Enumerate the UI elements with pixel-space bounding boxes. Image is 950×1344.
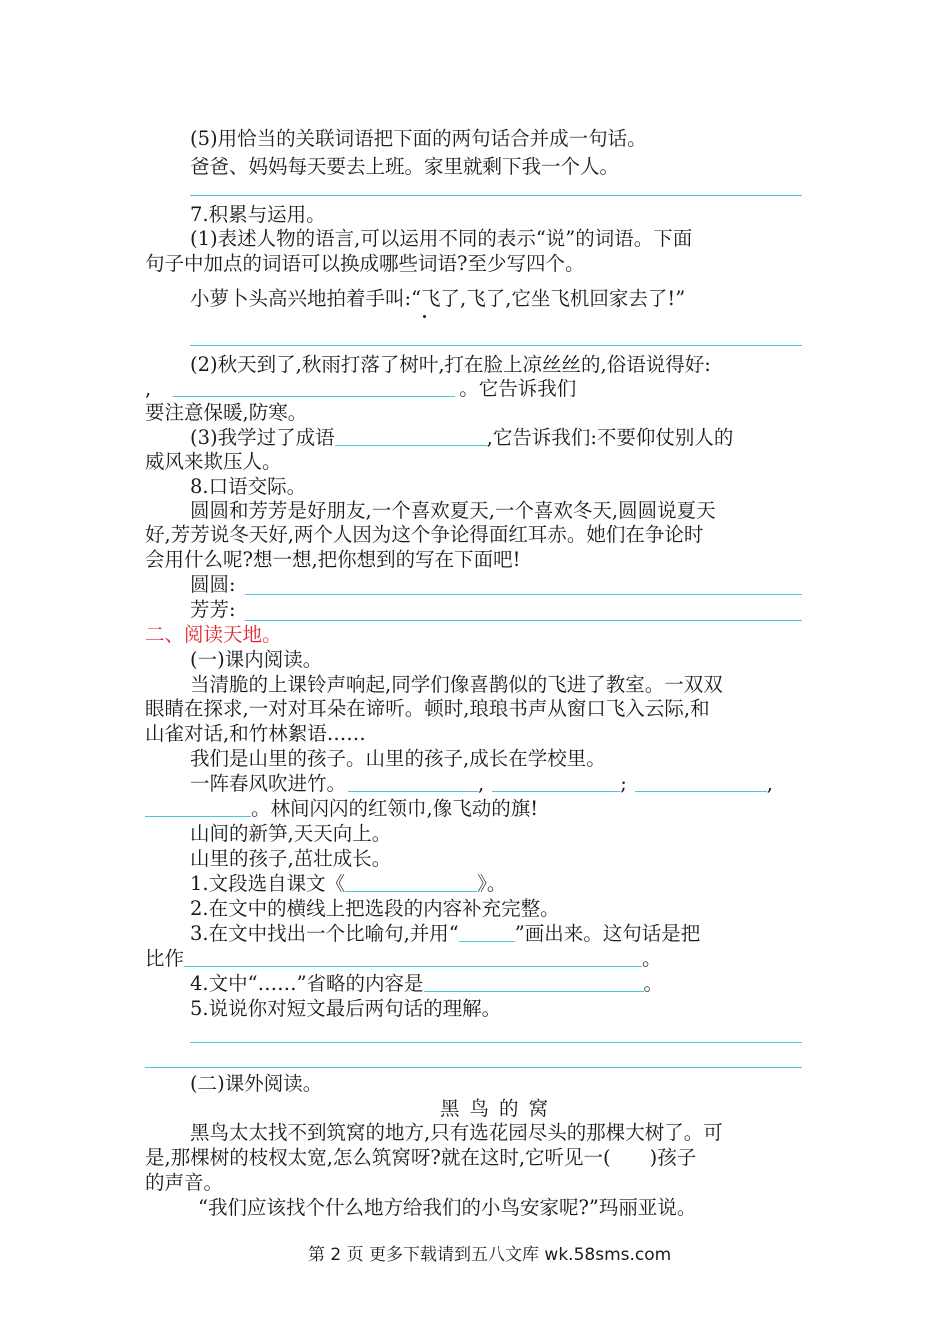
fangfang-answer-line[interactable] bbox=[245, 620, 802, 621]
q7-part1-line1: (1)表述人物的语言,可以运用不同的表示“说”的词语。下面 bbox=[190, 227, 693, 250]
q7-part3-head: (3)我学过了成语 bbox=[190, 426, 335, 449]
reading-q3-line2-tail: 。 bbox=[642, 947, 662, 970]
q7-example-sentence: 小萝卜头高兴地拍着手叫:“飞了,飞了,它坐飞机回家去了!” bbox=[190, 287, 686, 310]
q8-line2: 好,芳芳说冬天好,两个人因为这个争论得面红耳赤。她们在争论时 bbox=[145, 523, 704, 546]
page-footer: 第 2 页 更多下载请到五八文库 wk.58sms.com bbox=[308, 1245, 672, 1265]
answer-line[interactable] bbox=[190, 1042, 802, 1043]
emphasis-dot bbox=[423, 315, 426, 318]
lesson-title-blank[interactable] bbox=[345, 873, 477, 892]
yuanyuan-answer-line[interactable] bbox=[245, 594, 802, 595]
story-title: 黑鸟的窝 bbox=[440, 1097, 559, 1120]
proverb-blank[interactable] bbox=[173, 378, 455, 397]
reading-q4-tail: 。 bbox=[643, 972, 664, 995]
section2-sub2: (二)课外阅读。 bbox=[190, 1072, 323, 1095]
story-line1: 黑鸟太太找不到筑窝的地方,只有选花园尽头的那棵大树了。可 bbox=[190, 1121, 723, 1144]
q7-part1-line2: 句子中加点的词语可以换成哪些词语?至少写四个。 bbox=[145, 252, 585, 275]
answer-line[interactable] bbox=[145, 1067, 802, 1068]
passage-p6: 山里的孩子,茁壮成长。 bbox=[190, 847, 392, 870]
passage-blank-4[interactable] bbox=[145, 798, 251, 817]
passage-blank-2[interactable] bbox=[492, 773, 620, 792]
q8-yuanyuan-label: 圆圆: bbox=[190, 573, 236, 596]
q5-sentence: 爸爸、妈妈每天要去上班。家里就剩下我一个人。 bbox=[190, 155, 620, 178]
metaphor-blank[interactable] bbox=[184, 948, 642, 967]
reading-q1-head: 1.文段选自课文《 bbox=[190, 872, 346, 895]
q7-part2-line3: 要注意保暖,防寒。 bbox=[145, 401, 308, 424]
q8-line3: 会用什么呢?想一想,把你想到的写在下面吧! bbox=[145, 548, 521, 571]
q8-heading: 8.口语交际。 bbox=[190, 475, 307, 498]
reading-q4-head: 4.文中“……”省略的内容是 bbox=[190, 972, 424, 995]
passage-p1-line1: 当清脆的上课铃声响起,同学们像喜鹊似的飞进了教室。一双双 bbox=[190, 673, 723, 696]
q7-part3-tail: ,它告诉我们:不要仰仗别人的 bbox=[486, 426, 734, 449]
q7-part3-line1 bbox=[190, 426, 733, 450]
passage-comma-1: , bbox=[478, 772, 485, 795]
omitted-content-blank[interactable] bbox=[424, 973, 644, 992]
passage-p5: 山间的新笋,天天向上。 bbox=[190, 822, 392, 845]
q7-part2-line1: (2)秋天到了,秋雨打落了树叶,打在脸上凉丝丝的,俗语说得好: bbox=[190, 353, 711, 376]
q7-part2-line2 bbox=[145, 377, 576, 401]
underline-sample bbox=[459, 923, 515, 942]
passage-p3-head: 一阵春风吹进竹。 bbox=[190, 772, 347, 795]
passage-blank-1[interactable] bbox=[348, 773, 478, 792]
reading-q5: 5.说说你对短文最后两句话的理解。 bbox=[190, 997, 502, 1020]
passage-p4-tail: 。林间闪闪的红领巾,像飞动的旗! bbox=[251, 797, 539, 820]
passage-comma-2: , bbox=[766, 772, 773, 795]
q7-heading: 7.积累与运用。 bbox=[190, 203, 326, 226]
passage-p2: 我们是山里的孩子。山里的孩子,成长在学校里。 bbox=[190, 747, 606, 770]
passage-blank-3[interactable] bbox=[635, 773, 767, 792]
idiom-blank[interactable] bbox=[335, 427, 487, 446]
reading-q3 bbox=[190, 922, 700, 946]
q5-prompt: (5)用恰当的关联词语把下面的两句话合并成一句话。 bbox=[190, 127, 647, 150]
passage-p1-line3: 山雀对话,和竹林絮语…… bbox=[145, 722, 366, 745]
passage-semicolon: ; bbox=[620, 772, 627, 795]
reading-q1-tail: 》。 bbox=[477, 872, 507, 895]
story-line3: 的声音。 bbox=[145, 1171, 224, 1194]
reading-q3-line2-head: 比作 bbox=[145, 947, 185, 970]
section2-heading: 二、阅读天地。 bbox=[145, 623, 282, 646]
reading-q4 bbox=[190, 972, 663, 996]
reading-q3-tail: ”画出来。这句话是把 bbox=[514, 922, 701, 945]
q8-fangfang-label: 芳芳: bbox=[190, 598, 236, 621]
answer-line[interactable] bbox=[190, 345, 802, 346]
q8-line1: 圆圆和芳芳是好朋友,一个喜欢夏天,一个喜欢冬天,圆圆说夏天 bbox=[190, 499, 716, 522]
q7-part2-comma: , bbox=[145, 377, 152, 400]
q7-part3-line2: 威风来欺压人。 bbox=[145, 450, 282, 473]
q7-part2-tail: 。它告诉我们 bbox=[459, 377, 577, 400]
reading-q1 bbox=[190, 872, 506, 896]
section2-sub1: (一)课内阅读。 bbox=[190, 648, 323, 671]
story-line2: 是,那棵树的枝杈太宽,怎么筑窝呀?就在这时,它听见一( )孩子 bbox=[145, 1146, 697, 1169]
passage-p1-line2: 眼睛在探求,一对对耳朵在谛听。顿时,琅琅书声从窗口飞入云际,和 bbox=[145, 697, 710, 720]
passage-p4 bbox=[145, 797, 538, 821]
reading-q3-line2 bbox=[145, 947, 662, 971]
answer-line[interactable] bbox=[190, 195, 802, 196]
reading-q2: 2.在文中的横线上把选段的内容补充完整。 bbox=[190, 897, 560, 920]
reading-q3-head: 3.在文中找出一个比喻句,并用“ bbox=[190, 922, 459, 945]
story-line4: “我们应该找个什么地方给我们的小鸟安家呢?”玛丽亚说。 bbox=[198, 1196, 697, 1219]
passage-p3 bbox=[190, 772, 773, 796]
